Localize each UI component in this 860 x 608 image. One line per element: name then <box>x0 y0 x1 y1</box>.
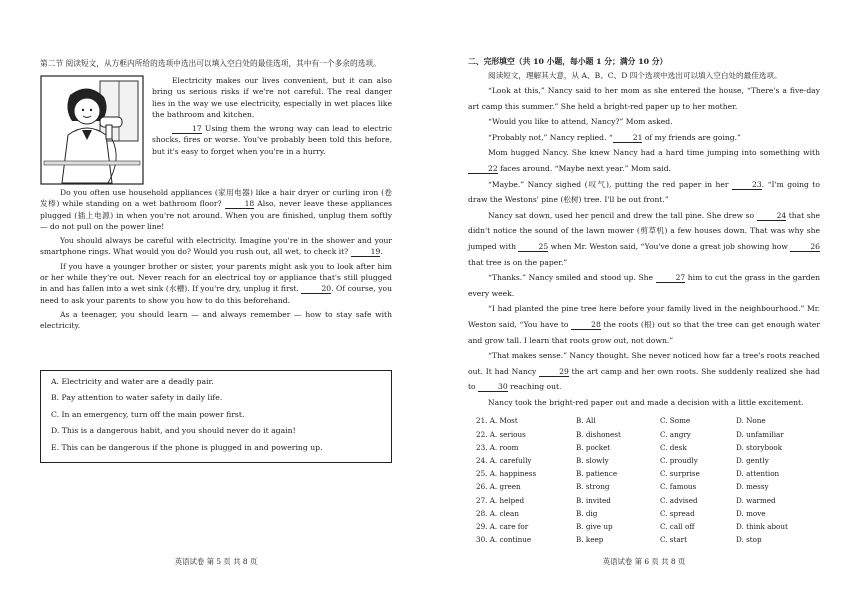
cloze-paragraph <box>468 145 820 176</box>
cloze-text-segment: the roots (根) out so that the tree can get enough water and grow tall. I learn that roots grow out, not down.” <box>468 319 820 345</box>
option-b[interactable]: B. pocket <box>576 442 611 452</box>
cloze-text-segment: Nancy took the bright-red paper out and made a decision with a little excitement. <box>488 397 804 407</box>
cloze-paragraph <box>468 208 820 270</box>
cloze-text-segment: “Would you like to attend, Nancy?” Mom asked. <box>488 117 673 127</box>
cloze-paragraph <box>468 270 820 301</box>
option-c[interactable]: C. advised <box>660 495 698 505</box>
choice-e: E. This can be dangerous if the phone is plugged in and powering up. <box>51 442 323 452</box>
paragraph-4-text-b: . <box>380 247 383 257</box>
option-c[interactable]: C. surprise <box>660 469 700 479</box>
cloze-passage <box>468 83 820 410</box>
blank-29[interactable]: 29 <box>539 367 569 377</box>
cloze-paragraph <box>468 395 820 411</box>
page-footer-5: 英语试卷 第 5 页 共 8 页 <box>174 557 258 566</box>
cloze-text-segment: reaching out. <box>507 382 562 392</box>
option-c[interactable]: C. spread <box>660 508 695 518</box>
option-b[interactable]: B. dig <box>576 508 598 518</box>
cloze-text-segment: “Look at this,” Nancy said to her mom as she entered the house, “There's a five-day art camp this summer.” She held a bright-red paper up to her mother. <box>468 86 820 111</box>
blank-26[interactable]: 26 <box>790 242 820 252</box>
paragraph-2-text: Using them the wrong way can lead to electric shocks, fires or worse. You've probably been told this before, but it's easy to forget when you're in a hurry. <box>152 124 392 156</box>
passage-paragraph-1: Electricity makes our lives convenient, but it can also bring us serious risks if we're not careful. The real danger lies in the way we use electricity, especially in wet places like the bathroom and kitchen. <box>152 76 392 119</box>
option-d[interactable]: D. unfamiliar <box>736 429 784 439</box>
option-d[interactable]: D. stop <box>736 535 762 545</box>
cloze-text-segment: the art camp and her own roots. She suddenly realized she had to <box>468 366 820 392</box>
option-d[interactable]: D. move <box>736 508 766 518</box>
cloze-text-segment: when Mr. Weston said, “You've done a great job showing how <box>548 241 791 251</box>
blank-17[interactable]: 17 <box>172 124 202 134</box>
option-row <box>468 441 820 454</box>
option-row <box>468 467 820 480</box>
choice-b: B. Pay attention to water safety in daily life. <box>51 393 223 403</box>
option-row <box>468 520 820 533</box>
blank-25[interactable]: 25 <box>518 242 548 252</box>
cloze-text-segment: “Maybe.” Nancy sighed (叹气), putting the red paper in her <box>488 179 733 189</box>
option-c[interactable]: C. proudly <box>660 456 698 466</box>
choice-box <box>40 370 392 463</box>
cloze-paragraph <box>468 114 820 130</box>
passage-paragraph-5 <box>40 261 392 306</box>
option-c[interactable]: C. angry <box>660 429 691 439</box>
cloze-text-segment: him to cut the grass in the garden every week. <box>468 273 820 298</box>
passage-paragraph-6: As a teenager, you should learn — and always remember — how to stay safe with electricity. <box>40 309 392 331</box>
option-a[interactable]: 24. A. carefully <box>476 456 532 466</box>
option-a[interactable]: 23. A. room <box>476 442 519 452</box>
cloze-paragraph <box>468 348 820 395</box>
cloze-instruction: 阅读短文，理解其大意，从 A、B、C、D 四个选项中选出可以填入空白处的最佳选项。 <box>488 71 782 80</box>
cloze-text-segment: “Probably not,” Nancy replied. “ <box>488 132 613 142</box>
option-a[interactable]: 22. A. serious <box>476 429 526 439</box>
blank-20[interactable]: 20 <box>301 284 331 294</box>
option-d[interactable]: D. messy <box>736 482 769 492</box>
option-row <box>468 494 820 507</box>
option-a[interactable]: 21. A. Most <box>476 416 518 426</box>
choice-c: C. In an emergency, turn off the main power first. <box>51 409 245 419</box>
choice-d: D. This is a dangerous habit, and you should never do it again! <box>51 426 296 436</box>
cloze-text-segment: . “I'm going to draw the Westons' pine (松树) tree. I'll be out front.” <box>468 179 821 205</box>
option-b[interactable]: B. patience <box>576 469 618 479</box>
choice-a: A. Electricity and water are a deadly pair. <box>51 376 214 386</box>
option-row <box>468 507 820 520</box>
option-a[interactable]: 26. A. green <box>476 482 521 492</box>
option-d[interactable]: D. warmed <box>736 495 776 505</box>
cloze-text-segment: that she didn't notice the sound of the lawn mower (剪草机) a few houses down. That was why she jumped with <box>468 210 820 251</box>
blank-18[interactable]: 18 <box>225 199 255 209</box>
options-table <box>468 414 820 546</box>
option-a[interactable]: 29. A. care for <box>476 521 529 531</box>
paragraph-3-text-a: Do you often use household appliances (家用电器) like a hair dryer or curling iron (卷发棒) while standing on a wet bathroom floor? <box>40 188 392 209</box>
option-d[interactable]: D. gently <box>736 456 769 466</box>
cloze-text-segment: “That makes sense.” Nancy thought. She never noticed how far a tree's roots reached out. It had Nancy <box>468 351 820 376</box>
option-c[interactable]: C. start <box>660 535 687 545</box>
cloze-text-segment: of my friends are going.” <box>642 132 741 142</box>
cloze-text-segment: Mom hugged Nancy. She knew Nancy had a hard time jumping into something with <box>488 148 820 158</box>
option-c[interactable]: C. Some <box>660 416 691 426</box>
option-row <box>468 480 820 493</box>
option-b[interactable]: B. All <box>576 416 596 426</box>
section-title: 第二节 阅读短文，从方框内所给的选项中选出可以填入空白处的最佳选项，其中有一个多余的选项。 <box>40 59 381 68</box>
blank-19[interactable]: 19 <box>351 247 381 257</box>
cloze-paragraph <box>468 177 820 208</box>
cloze-text-segment: that tree is on the paper.” <box>468 257 568 267</box>
option-c[interactable]: C. desk <box>660 442 687 452</box>
left-page <box>40 0 392 608</box>
option-row <box>468 428 820 441</box>
option-a[interactable]: 28. A. clean <box>476 508 519 518</box>
blank-23[interactable]: 23 <box>732 180 762 190</box>
paragraph-5-text-b: . Of course, you need to ask your parents to show you how to do this beforehand. <box>40 284 392 305</box>
blank-22[interactable]: 22 <box>468 164 498 174</box>
cloze-text-segment: faces around. “Maybe next year.” Mom said. <box>497 163 671 173</box>
option-b[interactable]: B. dishonest <box>576 429 621 439</box>
option-d[interactable]: D. think about <box>736 521 788 531</box>
option-a[interactable]: 25. A. happiness <box>476 469 537 479</box>
option-b[interactable]: B. strong <box>576 482 610 492</box>
cloze-section-title: 二、完形填空（共 10 小题，每小题 1 分；满分 10 分） <box>468 57 668 66</box>
option-a[interactable]: 27. A. helped <box>476 495 525 505</box>
cloze-paragraph <box>468 83 820 114</box>
blank-24[interactable]: 24 <box>757 211 787 221</box>
cloze-text-segment: “I had planted the pine tree here before your family lived in the neighbourhood.” Mr. Weston said, “You have to <box>468 304 820 329</box>
passage-paragraph-4 <box>40 235 392 258</box>
passage-paragraph-3 <box>40 187 392 232</box>
option-b[interactable]: B. invited <box>576 495 611 505</box>
right-page <box>468 0 820 608</box>
option-row <box>468 533 820 546</box>
option-d[interactable]: D. None <box>736 416 766 426</box>
option-row <box>468 414 820 427</box>
option-c[interactable]: C. famous <box>660 482 697 492</box>
option-b[interactable]: B. keep <box>576 535 604 545</box>
blank-30[interactable]: 30 <box>478 382 508 392</box>
option-c[interactable]: C. call off <box>660 521 695 531</box>
option-d[interactable]: D. attention <box>736 469 780 479</box>
blank-21[interactable]: 21 <box>613 133 643 143</box>
blank-28[interactable]: 28 <box>571 320 601 330</box>
blank-27[interactable]: 27 <box>656 273 686 283</box>
cloze-text-segment: “Thanks.” Nancy smiled and stood up. She <box>488 273 656 283</box>
option-d[interactable]: D. storybook <box>736 442 783 452</box>
option-row <box>468 454 820 467</box>
girl-hair-dryer-illustration <box>40 75 144 185</box>
option-b[interactable]: B. slowly <box>576 456 609 466</box>
cloze-paragraph <box>468 130 820 146</box>
paragraph-5-text-a: If you have a younger brother or sister, your parents might ask you to look after him or her while they're out. Never reach for an electrical toy or appliance that's still plugged in and has fallen into a wet sink (水槽). If you're dry, unplug it first. <box>40 261 392 294</box>
cloze-paragraph <box>468 301 820 348</box>
paragraph-3-text-b: Also, never leave these appliances plugged (插上电源) in when you're not around. When you are finished, unplug them softly — do not pull on the power line! <box>40 199 392 231</box>
page-footer-6: 英语试卷 第 6 页 共 8 页 <box>602 557 686 566</box>
cloze-text-segment: Nancy sat down, used her pencil and drew the tall pine. She drew so <box>488 210 757 220</box>
option-b[interactable]: B. give up <box>576 521 613 531</box>
paragraph-4-text-a: You should always be careful with electricity. Imagine you're in the shower and your smartphone rings. What would you do? Would you rush out, all wet, to check it? <box>40 236 392 257</box>
option-a[interactable]: 30. A. continue <box>476 535 532 545</box>
